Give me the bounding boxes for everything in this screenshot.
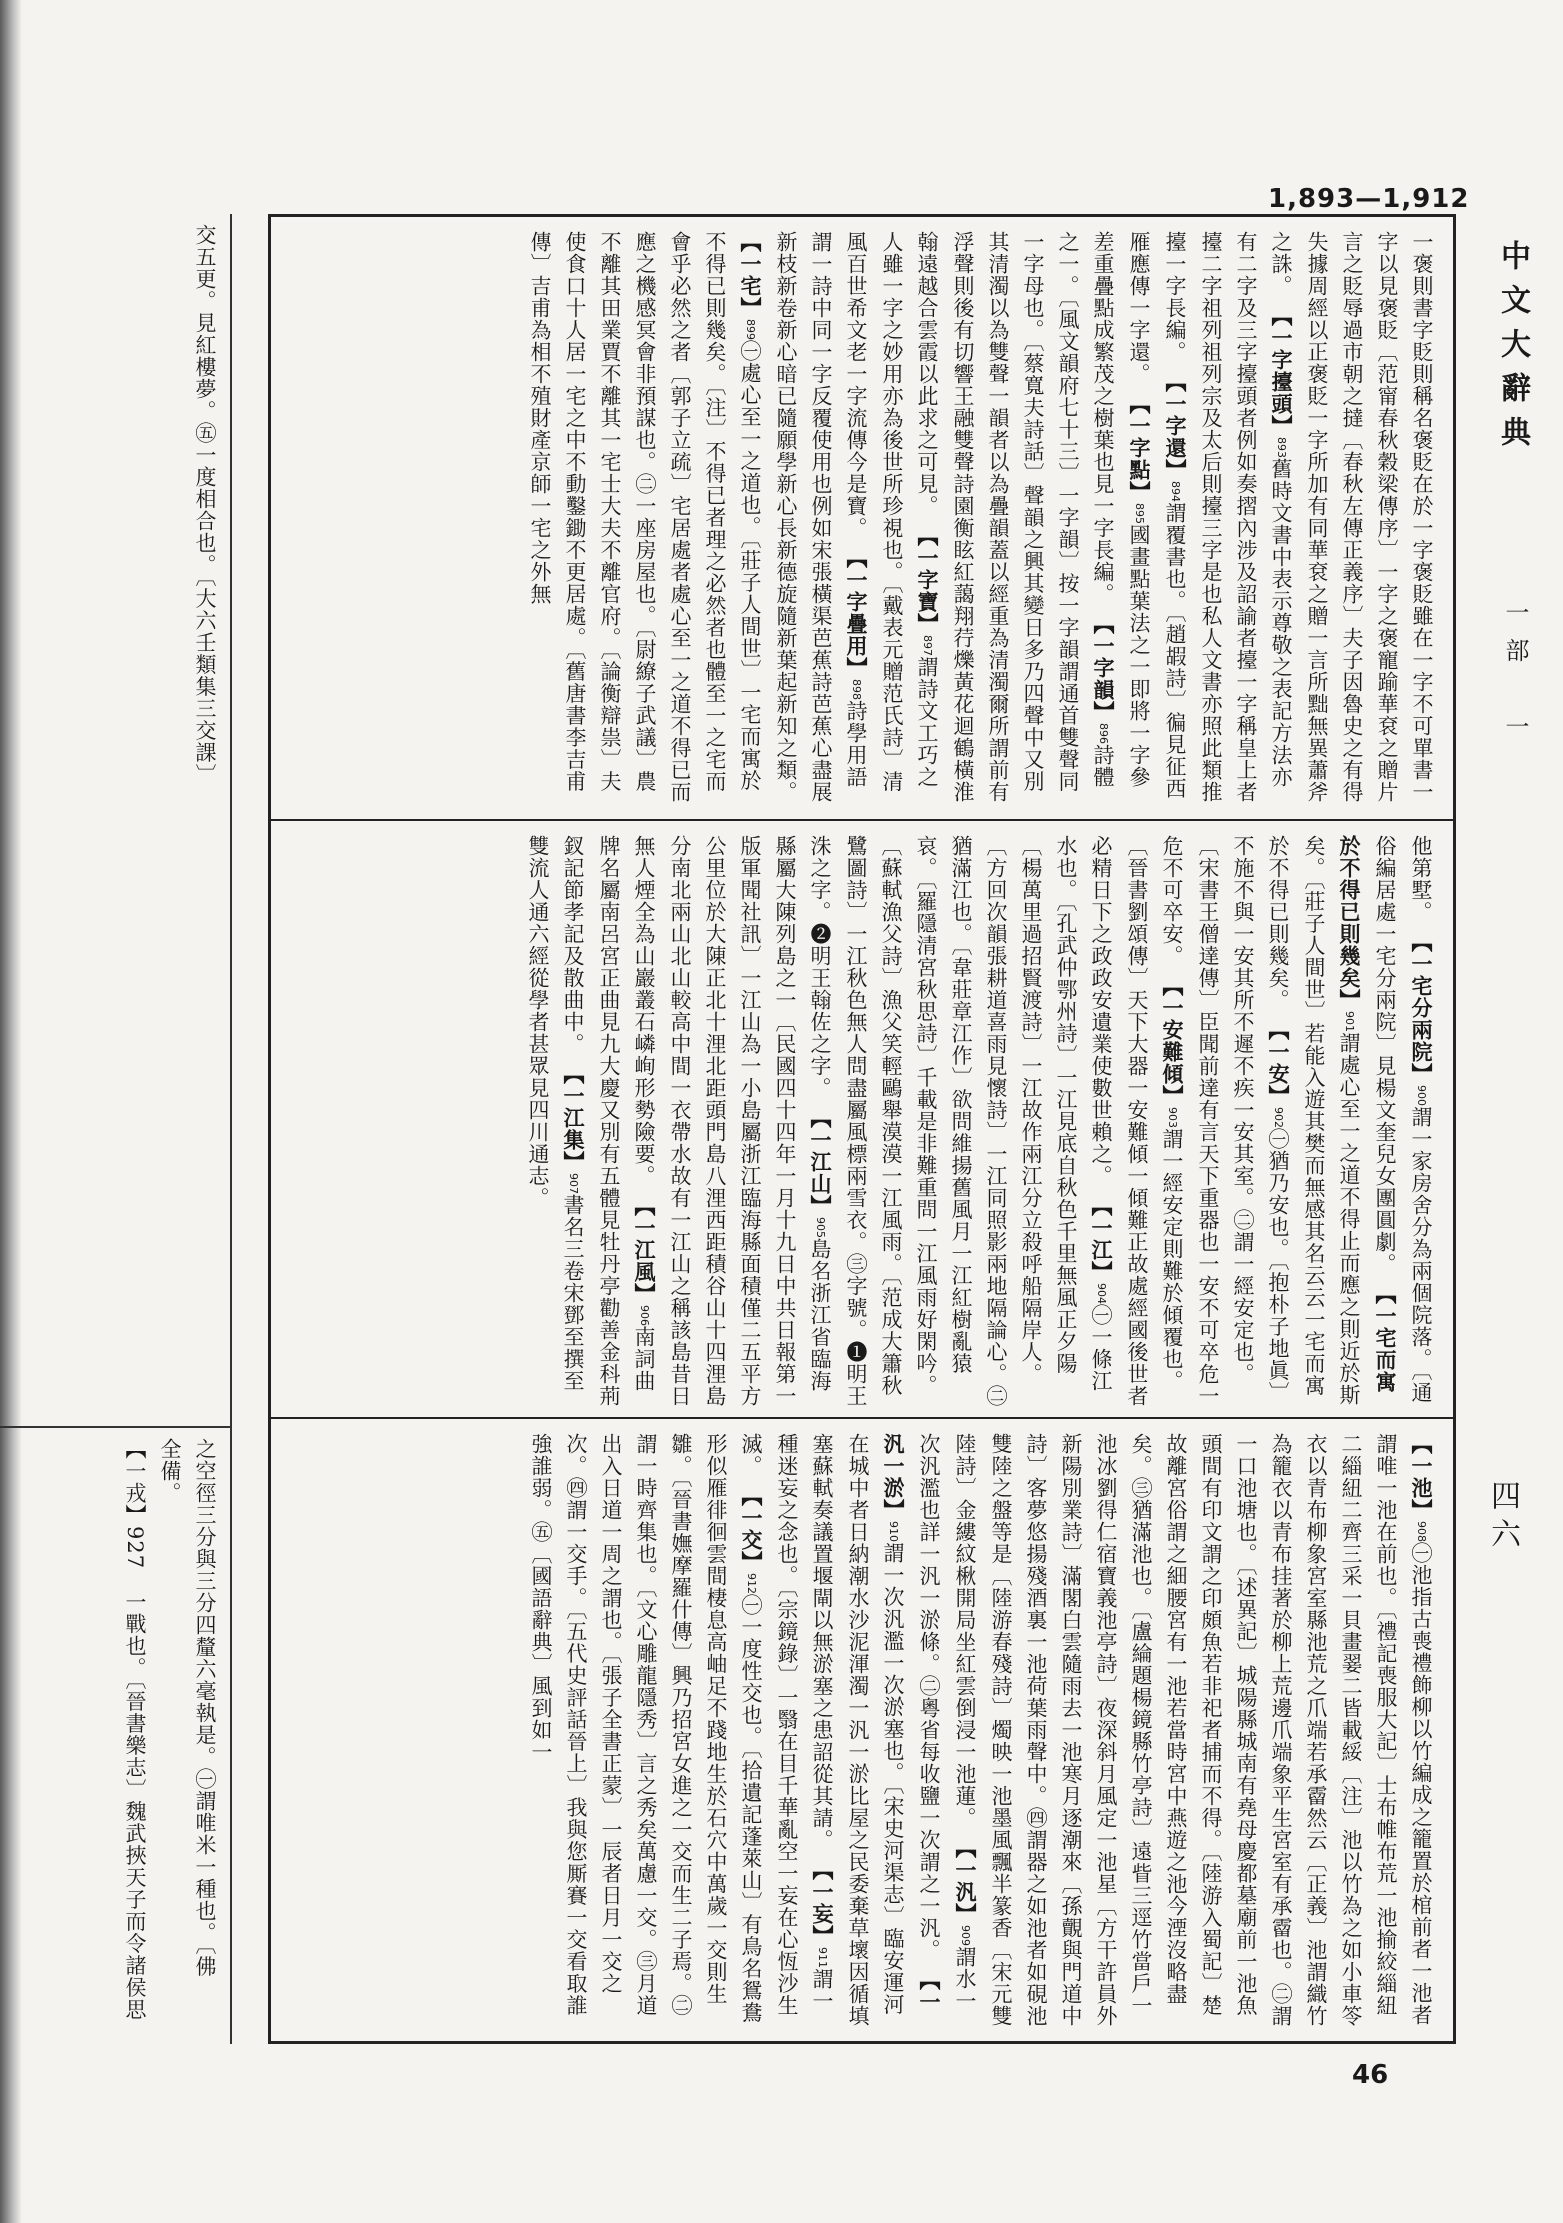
- facing-line-4: 【一戎】927 一戰也。〔晉書樂志〕魏武挾天子而令諸侯思: [123, 1438, 147, 2021]
- entry-definition: 島名浙江省臨海縣屬大陳列島之一〔民國四十四年一月十九日中共日報第一版軍聞社訊〕一江山為一小島屬浙江臨海縣面積僅二五平方公里位於大陳正北十浬北距頭門島八浬西距積谷山十四浬島分南北兩山北山較高中間一衣帶水故有一江山之稱該島昔日無人煙全為山巖叢石嶙峋形勢險要。: [632, 835, 832, 1407]
- entry-definition: ㊀一度性交也。〔拾遺記蓬萊山〕有鳥名鴛鴦形似雁徘徊雲間棲息高岫足不踐地生於石穴中萬歲一交則生雛。〔晉書嫵摩羅什傳〕興乃招宮女進之一交而生二子焉。㊁謂一時齊集也。〔文心雕龍隱秀〕言之秀矣萬慮一交。㊂月道出入日道一周之謂也。〔張子全書正蒙〕一辰者日月一交之次。㊃謂一交手。〔五代史評話晉上〕我與您厮賽一交看取誰強誰弱。㊄〔國語辭典〕風到如一: [529, 1433, 763, 2024]
- entry-headword: 【一江集】: [561, 1062, 586, 1173]
- dictionary-entry: [529, 1433, 763, 2023]
- entry-number: 909: [959, 1924, 972, 1946]
- entry-headword: 【一字韻】: [1091, 612, 1116, 723]
- entry-number: 907: [567, 1172, 580, 1194]
- entry-number: 903: [1166, 1106, 1179, 1128]
- entry-definition: ㊀一條江水也。〔孔武仲鄂州詩〕一江見底自秋色千里無風正夕陽〔楊萬里過招賢渡詩〕一江故作兩江分立殺呼船隔岸人。〔方回次韻張耕道喜雨見懷詩〕一江同照影兩地隔論心。㊁猶滿江也。〔韋莊章江作〕欲問維揚舊風月一江紅樹亂猿哀。〔羅隱清宮秋思詩〕千載是非難重問一江風雨好閑吟。〔蘇軾漁父詩〕漁父笑輕鷗舉漠漠一江風雨。〔范成大簫秋鷺圖詩〕一江秋色無人問盡屬風標兩雪衣。㊂字號。❶明王洙之字。❷明王翰佐之字。: [808, 835, 1113, 1407]
- middle-band: [271, 821, 1453, 1419]
- entry-definition: 南詞曲牌名屬南呂宮正曲見九大慶又別有五體見牡丹亭勸善金科荊釵記節孝記及散曲中。: [561, 835, 656, 1407]
- entry-definition: 謂處心至一之道不得止而應之則近於斯矣。〔莊子人間世〕若能入遊其樊而無感其名云云一宅而寓於不得已則幾矣。: [1266, 835, 1361, 1406]
- upper-band: [271, 217, 1453, 821]
- entry-headword: 【一字疊用】: [844, 546, 869, 679]
- dictionary-entry: [915, 231, 1115, 803]
- entry-headword: 【一宅】: [738, 231, 763, 319]
- lower-band: [271, 1419, 1453, 2041]
- entry-headword: 【一交】: [739, 1484, 764, 1573]
- entry-definition: 書名三卷宋鄧至撰至雙流人通六經從學者甚眾見四川通志。: [526, 835, 585, 1392]
- entry-headword: 【一池】: [1409, 1433, 1434, 1521]
- middle-band-text: [271, 821, 1453, 1417]
- chinese-folio: 四六: [1485, 1480, 1520, 1556]
- facing-page-upper-column: [179, 214, 230, 1426]
- entry-headword: 【一汎一淤】: [881, 1433, 942, 2013]
- entry-headword: 【一安】: [1266, 1018, 1291, 1107]
- entry-definition: 他第墅。: [1409, 835, 1433, 923]
- entry-number: 893: [1275, 436, 1288, 458]
- facing-page-lower-column: [109, 1428, 230, 2044]
- entry-headword: 【一安難傾】: [1160, 974, 1185, 1107]
- entry-definition: 舊時文書中表示尊敬之表記方法亦有二字及三字擡頭者例如奏摺內涉及詔諭者擡一字稱皇上者擡二字祖列祖列宗及太后則擡三字是也私人文書亦照此類推擡一字長編。: [1163, 231, 1293, 803]
- entry-number: 904: [1095, 1282, 1108, 1304]
- entry-headword: 【一江】: [1089, 1194, 1114, 1283]
- entry-number: 905: [814, 1216, 827, 1238]
- entry-number: 895: [1133, 502, 1146, 524]
- entry-definition: 謂一種迷妄之念也。〔宗鏡錄〕一翳在目千華亂空一妄在心恆沙生滅。: [739, 1433, 834, 2017]
- entry-headword: 【一宅分兩院】: [1409, 930, 1434, 1085]
- entry-definition: 謂一次汎濫一次淤塞也。〔宋史河渠志〕臨安運河在城中者日納潮水沙泥渾濁一汎一淤比屋之民委棄草壞因循填塞蘇軾奏議置堰閘以無淤塞之患詔從其請。: [810, 1433, 905, 2027]
- entry-headword: 【一字還】: [1163, 370, 1188, 481]
- entry-number: 896: [1097, 722, 1110, 744]
- facing-line-3: 全備。: [158, 1438, 182, 1504]
- dictionary-entry: [632, 835, 832, 1407]
- entry-definition: 謂水一次汎濫也詳一汎一淤條。㊁粵省每收鹽一次謂之一汎。: [917, 1433, 977, 2012]
- entry-definition: ㊀處心至一之道也。〔莊子人間世〕一宅而寓於不得已則幾矣。〔注〕不得已者理之必然者也體至一之宅而會乎必然之者〔郭子立疏〕宅居處者處心至一之道不得已而應之機感冥會非預謀也。㊁一座房屋也。〔尉繚子武議〕農不離其田業賈不離其一宅士大夫不離官府。〔論衡辯祟〕夫使食口十人居一宅之中不動鑿鋤不更居處。〔舊唐書李吉甫傳〕吉甫為相不殖財產京師一宅之外無: [528, 231, 762, 803]
- entry-number: 906: [638, 1304, 651, 1326]
- facing-page-upper-band: [0, 214, 232, 1426]
- upper-band-text: [271, 217, 1453, 819]
- entry-range-header: 1,893—1,912: [1268, 184, 1470, 214]
- entry-headword: 【一汎】: [953, 1836, 978, 1925]
- entry-number: 899: [744, 319, 757, 340]
- entry-definition: 謂詩文工巧之人雖一字之妙用亦為後世所珍視也。〔戴表元贈范氏詩〕清風百世希文老一字流傳今是寶。: [844, 231, 939, 793]
- entry-definition: 詩學用語謂一詩中同一字反覆使用也例如宋張橫渠芭蕉詩芭蕉心盡展新枝新卷新心暗已隨願學新心長新德旋隨新葉起新知之類。: [774, 231, 868, 803]
- entry-definition: 謂一經安定則難於傾覆也。〔晉書劉頌傳〕天下大器一安難傾一傾難正故處經國後世者必精日下之政政安遺業使數世賴之。: [1089, 835, 1184, 1407]
- entry-headword: 【一字擡頭】: [1269, 304, 1294, 437]
- entry-number: 908: [1415, 1521, 1428, 1542]
- entry-definition: 詩體之一。〔風文韻府七十三〕一字韻〕按一字韻謂通首雙聲同一字母也。〔蔡寬夫詩話〕聲韻之興其變日多乃四聲中又別其清濁以為雙聲一韻者以為疊韻蓋以經重為清濁爾所謂前有浮聲則後有切響王融雙聲詩園衡眩紅藹翔荇爍黃花迴鶴橫淮翰遠越合雲霞以此求之可見。: [915, 231, 1115, 803]
- entry-number: 894: [1169, 480, 1182, 502]
- entry-definition: 謂覆書也。〔趙嘏詩〕徧見征西雁應傳一字還。: [1127, 231, 1187, 800]
- entry-number: 897: [921, 634, 934, 656]
- entry-headword: 【一江山】: [808, 1106, 833, 1217]
- lower-band-text: [271, 1419, 1453, 2041]
- entry-headword: 【一宅而寓於不得已則幾矣】: [1337, 835, 1398, 1393]
- entry-definition: 謂一家房舍分為兩個院落。〔通俗編居處一宅分兩院〕見楊文奎兒女團圓劇。: [1373, 835, 1433, 1404]
- entry-headword: 【一妄】: [810, 1858, 835, 1947]
- entry-definition: 國畫點葉法之一即將一字參差重疊點成繁茂之樹葉也見一字長編。: [1091, 231, 1151, 788]
- entry-definition: ㊀猶乃安也。〔抱朴子地眞〕不施不與一安其所不遲不疾一安其室。㊁謂一經安定也。〔宋書王僧達傳〕臣聞前達有言天下重器也一安不可卒危一危不可卒安。: [1160, 835, 1290, 1407]
- entry-number: 901: [1343, 1011, 1356, 1032]
- entry-headword: 【一字寶】: [915, 524, 940, 635]
- book-title: 中文大辭典: [1495, 240, 1530, 460]
- entry-headword: 【一字點】: [1127, 392, 1152, 503]
- page-number: 46: [1352, 2060, 1389, 2090]
- facing-line-2: 之空徑三分與三分四釐六毫執是。㊀謂唯米一種也。〔佛: [193, 1438, 217, 1978]
- dictionary-entry: [953, 1433, 1433, 2027]
- entry-number: 912: [745, 1572, 758, 1594]
- dictionary-page-frame: [268, 214, 1456, 2044]
- entry-number: 898: [850, 678, 863, 700]
- dictionary-entry: [528, 231, 762, 803]
- facing-page-fragment: [0, 214, 232, 2044]
- facing-page-lower-band: [0, 1426, 232, 2044]
- entry-definition: 一褒則書字貶則稱名褒貶在於一字褒貶雖在一字不可單書一字以見褒貶〔范甯春秋穀梁傳序〕一字之褒寵踰華袞之贈片言之貶辱過市朝之撻〔春秋左傳正義序〕夫子因魯史之有得失據周經以正褒貶一字所加有同華袞之贈一言所黜無異蕭斧之誅。: [1269, 231, 1434, 803]
- facing-line-1: 交五更。見紅樓夢。㊄一度相合也。〔大六壬類集三交課〕: [193, 224, 217, 786]
- entry-number: 902: [1272, 1106, 1285, 1128]
- entry-number: 900: [1415, 1084, 1428, 1106]
- radical-section: 一部 一: [1501, 600, 1529, 752]
- entry-number: 910: [887, 1521, 900, 1542]
- dictionary-entry: [1409, 835, 1433, 931]
- dictionary-entry: [808, 835, 1113, 1407]
- entry-definition: ㊀池指古喪禮飾柳以竹編成之籠置於棺前者一池者謂唯一池在前也。〔禮記喪服大記〕士布帷布荒一池揄絞緇紐二緇紐二齊三采一貝畫翣二皆載綏〔注〕池以竹為之如小車笭衣以青布柳象宮室縣池荒之爪端若承霤然云〔正義〕池謂織竹為籠衣以青布挂著於柳上荒邊爪端象平生宮室有承霤也。㊁謂一口池塘也。〔述異記〕城陽縣城南有堯母慶都墓廟前一池魚頭間有印文謂之印頗魚若非祀者捕而不得。〔陸游入蜀記〕楚故離宮俗謂之細腰宮有一池若當時宮中燕遊之池今湮沒略盡矣。㊂猶滿池也。〔盧綸題楊鏡縣竹亭詩〕遠眥三逕竹當戶一池冰劉得仁宿寶義池亭詩〕夜深斜月風定一池星〔方干許員外新陽別業詩〕滿閣白雲隨雨去一池寒月逐潮來〔孫覿與門道中詩〕客夢悠揚殘酒裏一池荷葉雨聲中。㊃謂器之如池者如硯池雙陸之盤等是〔陸游春殘詩〕燭映一池墨風飄半篆香〔宋元雙陸詩〕金縷紋楸開局坐紅雲倒浸一池蓮。: [953, 1433, 1433, 2027]
- entry-headword: 【一江風】: [632, 1194, 657, 1305]
- entry-number: 911: [816, 1946, 829, 1968]
